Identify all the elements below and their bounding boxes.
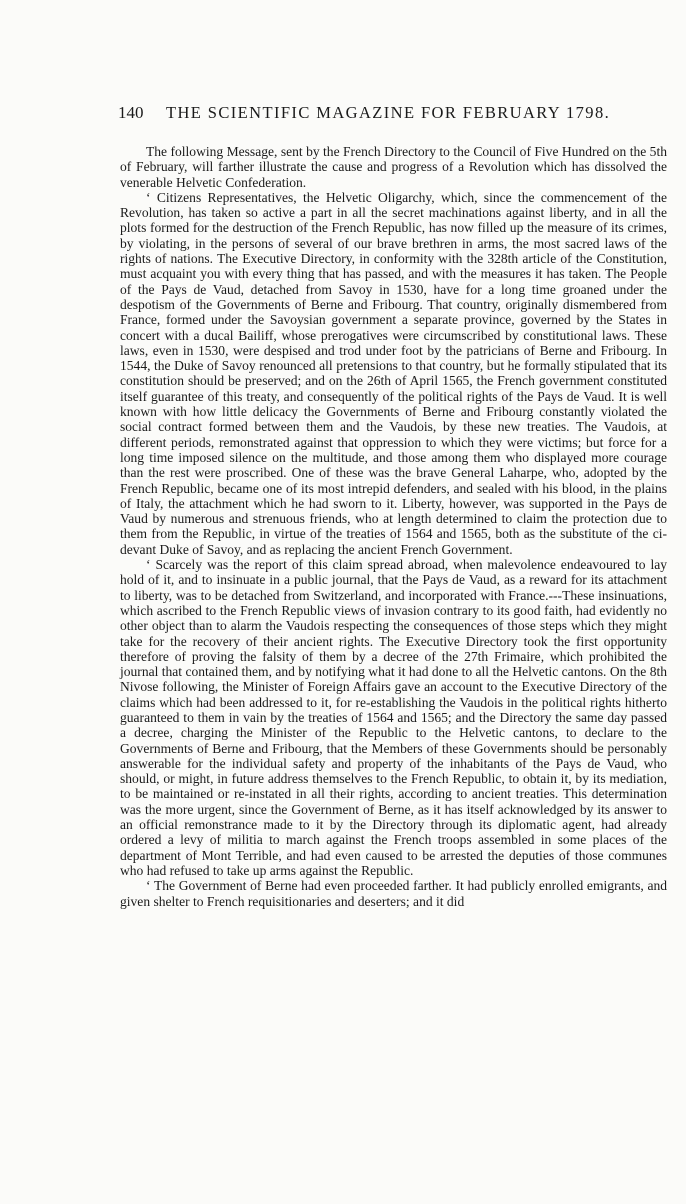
paragraph-intro: The following Message, sent by the French Directory to the Council of Five Hundred on the 5th of February, will farther illustrate the cause and progress of a Revolution which has dissolved the venerable Helvetic Confederation. — [120, 144, 667, 190]
page-number: 140 — [118, 103, 144, 122]
paragraph-message-part-3: ‘ The Government of Berne had even proceeded farther. It had publicly enrolled emigrants, and given shelter to French requisitionaries and deserters; and it did — [120, 878, 667, 909]
paragraph-message-part-2: ‘ Scarcely was the report of this claim spread abroad, when malevolence endeavoured to lay hold of it, and to insinuate in a public journal, that the Pays de Vaud, as a reward for its attachment to liberty, was to be detached from Switzerland, and incorporated with France.---These insinuations, which ascribed to the French Republic views of invasion contrary to its good faith, had evidently no other object than to alarm the Vaudois respecting the consequences of those steps which they might take for the recovery of their ancient rights. The Executive Directory took the first opportunity therefore of proving the falsity of them by a decree of the 27th Frimaire, which prohibited the journal that contained them, and by notifying what it had done to all the Helvetic cantons. On the 8th Nivose following, the Minister of Foreign Affairs gave an account to the Executive Directory of the claims which had been addressed to it, for re-establishing the Vaudois in the political rights hitherto guaranteed to them in vain by the treaties of 1564 and 1565; and the Directory the same day passed a decree, charging the Minister of the Republic to the Helvetic cantons, to declare to the Governments of Berne and Fribourg, that the Members of these Governments should be personably answerable for the individual safety and property of the inhabitants of the Pays de Vaud, who should, or might, in future address themselves to the French Republic, to obtain it, by its mediation, to be maintained or re-instated in all their rights, according to ancient treaties. This determination was the more urgent, since the Government of Berne, as it has itself acknowledged by its answer to an official remonstrance made to it by the Directory through its diplomatic agent, had already ordered a levy of militia to march against the French troops assembled in some places of the department of Mont Terrible, and had even caused to be arrested the deputies of those communes who had refused to take up arms against the Republic. — [120, 557, 668, 878]
running-title: THE SCIENTIFIC MAGAZINE FOR FEBRUARY 1798. — [166, 103, 611, 122]
running-head — [118, 103, 678, 127]
paragraph-message-part-1: ‘ Citizens Representatives, the Helvetic Oligarchy, which, since the commencement of the Revolution, has taken so active a part in all the secret machinations against liberty, and in all the plots formed for the destruction of the French Republic, has now filled up the measure of its crimes, by violating, in the persons of several of our brave brethren in arms, the most sacred laws of the rights of nations. The Executive Directory, in conformity with the 328th article of the Constitution, must acquaint you with every thing that has passed, and with the measures it has taken. The People of the Pays de Vaud, detached from Savoy in 1530, have for a long time groaned under the despotism of the Governments of Berne and Fribourg. That country, originally dismembered from France, formed under the Savoysian government a separate province, governed by the States in concert with a ducal Bailiff, whose prerogatives were circumscribed by constitutional laws. These laws, even in 1530, were despised and trod under foot by the patricians of Berne and Fribourg. In 1544, the Duke of Savoy renounced all pretensions to that country, but he formally stipulated that its constitution should be preserved; and on the 26th of April 1565, the French government constituted itself guarantee of this treaty, and consequently of the political rights of the Pays de Vaud. It is well known with how little delicacy the Governments of Berne and Fribourg constantly violated the social contract formed between them and the Vaudois, by these new treaties. The Vaudois, at different periods, remonstrated against that oppression to which they were victims; but force for a long time imposed silence on the multitude, and those among them who displayed more courage than the rest were proscribed. One of these was the brave General Laharpe, who, adopted by the French Republic, became one of its most intrepid defenders, and sealed with his blood, in the plains of Italy, the attachment which he had sworn to it. Liberty, however, was supported in the Pays de Vaud by numerous and strenuous friends, who at length determined to claim the protection due to them from the Republic, in virtue of the treaties of 1564 and 1565, both as the substitute of the ci-devant Duke of Savoy, and as replacing the ancient French Government. — [120, 189, 667, 557]
article-body — [120, 144, 667, 909]
